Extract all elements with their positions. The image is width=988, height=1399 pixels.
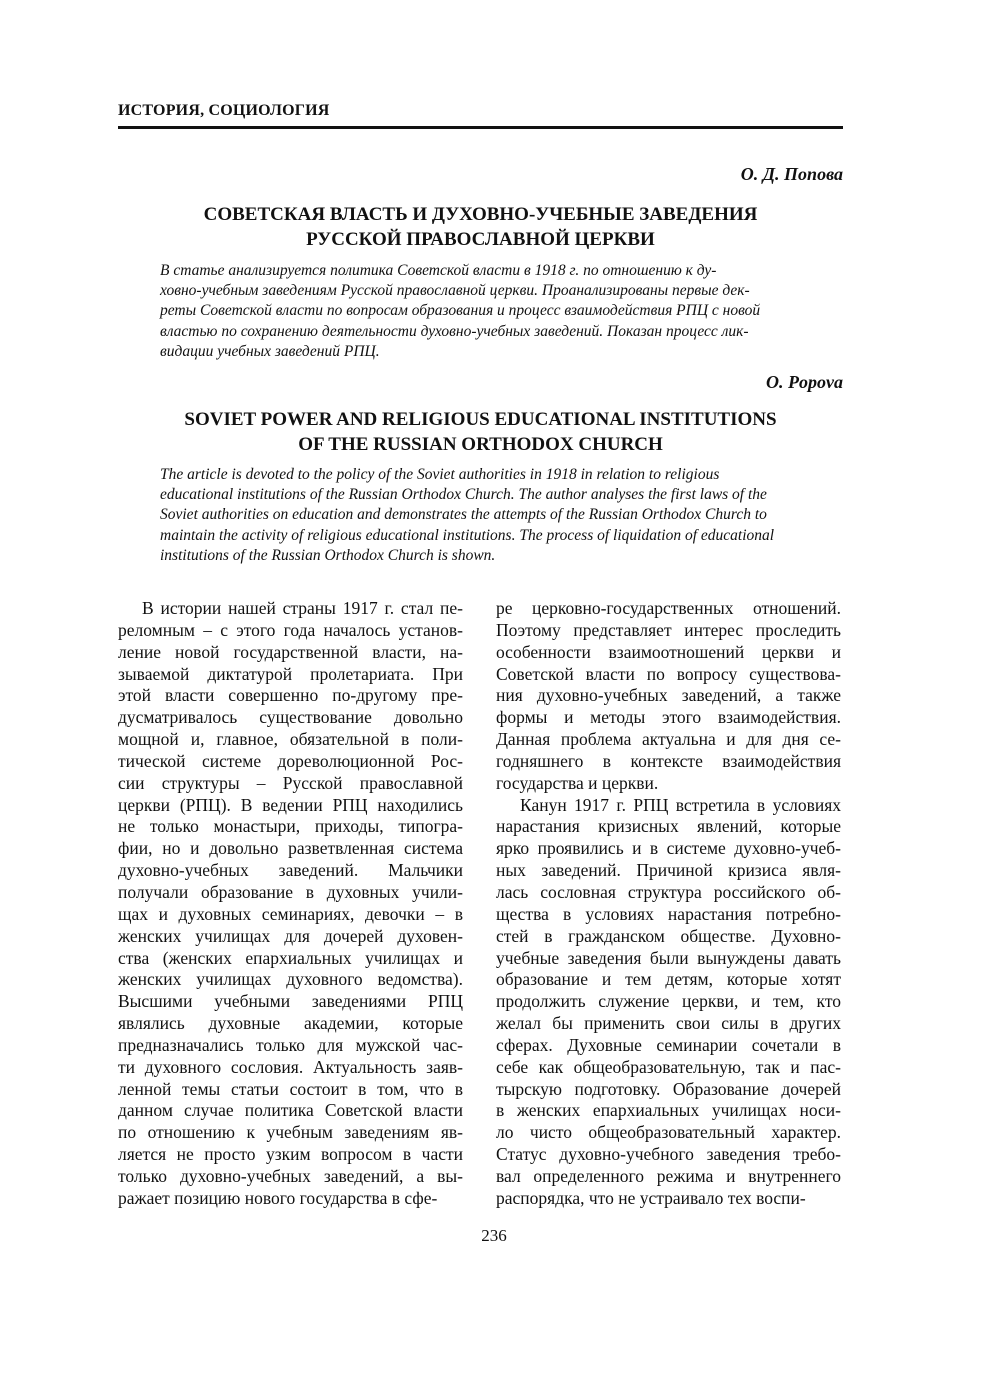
body-line: в женских епархиальных училищах носи-: [496, 1100, 841, 1121]
body-line: образование и тем детям, которые хотят: [496, 969, 841, 990]
title-line: СОВЕТСКАЯ ВЛАСТЬ И ДУХОВНО-УЧЕБНЫЕ ЗАВЕДЕНИЯ: [203, 204, 758, 225]
body-line: данном случае политика Советской власти: [118, 1100, 463, 1121]
body-line: ти духовного сословия. Актуальность заяв-: [118, 1056, 463, 1077]
body-line: тической системе дореволюционной Рос-: [118, 750, 463, 771]
body-line: государства и церкви.: [496, 772, 659, 793]
body-line: вал определенного режима и внутреннего: [496, 1165, 841, 1186]
body-line: В истории нашей страны 1917 г. стал пе-: [142, 598, 463, 618]
body-line: ярко проявились и в системе духовно-учеб-: [496, 838, 841, 859]
section-header: ИСТОРИЯ, СОЦИОЛОГИЯ: [118, 102, 330, 119]
body-line: Высшими учебными заведениями РПЦ: [118, 991, 463, 1012]
body-line: не только монастыри, приходы, типогра-: [118, 816, 463, 837]
body-line: дусматривалось существование довольно: [118, 707, 463, 728]
body-line: являлись духовные академии, которые: [118, 1013, 463, 1034]
title-ru: [118, 202, 843, 252]
body-line: годняшнего в контексте взаимодействия: [496, 750, 841, 771]
abstract-line: властью по сохранению деятельности духовно-учебных заведений. Показан процесс лик-: [160, 322, 749, 340]
body-line: ства (женских епархиальных училищах и: [118, 947, 463, 968]
title-line: OF THE RUSSIAN ORTHODOX CHURCH: [298, 434, 663, 455]
abstract-ru: [160, 261, 800, 362]
body-column-left: [118, 598, 463, 1210]
body-line: стей в гражданском обществе. Духовно-: [496, 925, 841, 946]
body-line: только духовно-учебных заведений, а вы-: [118, 1165, 463, 1186]
body-line: тырскую подготовку. Образование дочерей: [496, 1078, 841, 1099]
header-rule: [118, 126, 843, 129]
body-line: предназначались только для мужской час-: [118, 1034, 463, 1055]
body-line: Поэтому представляет интерес проследить: [496, 619, 841, 640]
body-line: сферах. Духовные семинарии сочетали в: [496, 1034, 841, 1055]
abstract-line: maintain the activity of religious educational institutions. The process of liquidation of educational: [160, 526, 775, 544]
abstract-en: [160, 465, 800, 566]
body-line: этой власти совершенно по-другому пре-: [118, 685, 463, 706]
title-line: РУССКОЙ ПРАВОСЛАВНОЙ ЦЕРКВИ: [306, 229, 655, 250]
body-line: ражает позицию нового государства в сфе-: [118, 1187, 438, 1208]
body-line: получали образование в духовных учили-: [118, 881, 463, 902]
body-line: себе как общеобразовательную, так и пас-: [496, 1056, 841, 1077]
body-line: формы и методы этого взаимодействия.: [496, 707, 841, 728]
body-line: ния духовно-учебных заведений, а также: [496, 685, 841, 706]
body-line: духовно-учебных заведений. Мальчики: [118, 860, 463, 881]
body-line: ре церковно-государственных отношений.: [496, 598, 841, 618]
body-line: учебные заведения были вынуждены давать: [496, 947, 841, 968]
body-line: сии структуры – Русской православной: [118, 772, 463, 793]
body-line: ло чисто общеобразовательный характер.: [496, 1122, 841, 1143]
body-line: Статус духовно-учебного заведения требо-: [496, 1144, 841, 1165]
body-line: реломным – с этого года началось установ-: [118, 619, 463, 640]
author-en: O. Popova: [766, 372, 843, 392]
body-line: ных заведений. Причиной кризиса явля-: [496, 860, 841, 881]
body-line: мощной и, главное, обязательной в поли-: [118, 729, 463, 750]
body-line: женских училищах для дочерей духовен-: [118, 925, 463, 946]
abstract-line: В статье анализируется политика Советской власти в 1918 г. по отношению к ду-: [160, 262, 717, 279]
body-line: Канун 1917 г. РПЦ встретила в условиях: [520, 794, 841, 815]
body-line: особенности взаимоотношений церкви и: [496, 641, 841, 662]
abstract-line: The article is devoted to the policy of the Soviet authorities in 1918 in relation to religious: [160, 466, 720, 483]
abstract-line: видации учебных заведений РПЦ.: [160, 342, 380, 360]
abstract-line: ховно-учебным заведениям Русской православной церкви. Проанализированы первые дек-: [160, 282, 750, 300]
body-line: лась сословная структура российского об-: [496, 881, 841, 902]
abstract-line: institutions of the Russian Orthodox Church is shown.: [160, 546, 496, 564]
body-line: церкви (РПЦ). В ведении РПЦ находились: [118, 794, 463, 815]
body-line: фии, но и довольно разветвленная система: [118, 838, 463, 859]
body-line: по отношению к учебным заведениям яв-: [118, 1122, 463, 1143]
body-line: Данная проблема актуальна и для дня се-: [496, 729, 841, 750]
body-line: нарастания кризисных явлений, которые: [496, 816, 841, 837]
abstract-line: Soviet authorities on education and demonstrates the attempts of the Russian Orthodox Church to: [160, 506, 767, 524]
body-line: зываемой диктатурой пролетариата. При: [118, 663, 463, 684]
body-line: щества в условиях нарастания потребно-: [496, 903, 841, 924]
abstract-line: educational institutions of the Russian Orthodox Church. The author analyses the first laws of the: [160, 486, 767, 504]
body-column-right: [496, 598, 841, 1210]
body-line: продолжить служение церкви, и тем, кто: [496, 991, 841, 1012]
body-line: желал бы применить свои силы в других: [496, 1013, 841, 1034]
body-line: женских училищах духовного ведомства).: [118, 969, 463, 990]
abstract-line: реты Советской власти по вопросам образования и процесс взаимодействия РПЦ с новой: [160, 302, 761, 320]
body-line: щах и духовных семинариях, девочки – в: [118, 903, 463, 924]
author-ru: О. Д. Попова: [740, 164, 843, 184]
body-line: ляется не просто узким вопросом в части: [118, 1144, 463, 1165]
title-line: SOVIET POWER AND RELIGIOUS EDUCATIONAL INSTITUTIONS: [184, 409, 777, 430]
body-line: ленной темы статьи состоит в том, что в: [118, 1078, 463, 1099]
title-en: [118, 407, 843, 457]
body-line: Советской власти по вопросу существова-: [496, 663, 841, 684]
body-line: распорядка, что не устраивало тех воспи-: [496, 1187, 806, 1208]
page-number: 236: [481, 1226, 507, 1245]
body-line: ление новой государственной власти, на-: [118, 641, 463, 662]
